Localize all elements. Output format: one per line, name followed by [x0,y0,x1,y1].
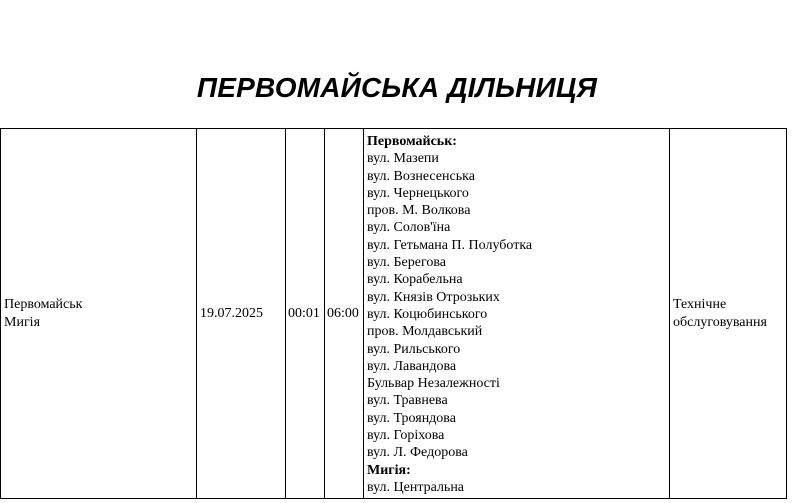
street-item: вул. Лавандова [367,358,457,374]
street-item: Бульвар Незалежності [367,376,500,392]
time-to: 06:00 [327,305,359,321]
date-cell [197,129,286,499]
street-item: вул. Солов'їна [367,220,451,236]
street-item: вул. Трояндова [367,410,456,426]
street-item: вул. Центральна [367,479,465,495]
settlement-name: Мигія [4,314,41,330]
group-title: Первомайськ: [367,134,457,149]
street-item: вул. Корабельна [367,272,463,288]
table-row [1,129,787,499]
settlements-cell [1,129,197,499]
outage-schedule-table [0,128,787,499]
time-from: 00:01 [288,305,320,321]
page-heading: ПЕРВОМАЙСЬКА ДІЛЬНИЦЯ [196,72,598,103]
street-item: вул. Горіхова [367,428,445,444]
street-item: пров. М. Волкова [367,203,471,219]
street-item: вул. Рильського [367,341,461,357]
outage-date: 19.07.2025 [200,305,263,321]
street-item: вул. Л. Федорова [367,445,468,461]
reason-text: обслуговування [673,314,767,330]
time-to-cell [325,129,364,499]
settlement-name: Первомайськ [4,297,83,313]
street-item: вул. Князів Отрозьких [367,289,500,305]
reason-text: Технічне [673,297,727,313]
street-item: вул. Берегова [367,255,447,271]
street-item: пров. Молдавський [367,324,483,340]
reason-cell [670,129,787,499]
street-item: вул. Травнева [367,393,448,409]
street-item: вул. Мазепи [367,151,439,167]
streets-cell [364,129,670,499]
street-item: вул. Вознесенська [367,168,475,184]
time-from-cell [286,129,325,499]
street-item: вул. Гетьмана П. Полуботка [367,237,533,253]
street-item: вул. Чернецького [367,185,469,201]
street-item: вул. Коцюбинського [367,306,488,322]
group-title: Мигія: [367,462,411,478]
